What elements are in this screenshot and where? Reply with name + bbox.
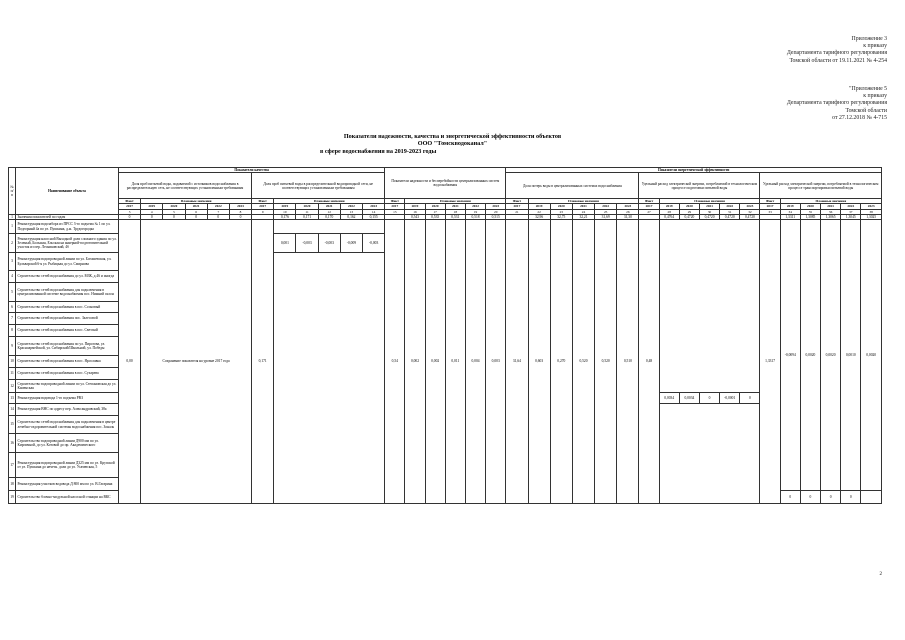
summary-value: 0,4720 bbox=[699, 214, 719, 219]
plan-value: 0,520 bbox=[595, 220, 617, 504]
row-number: 2 bbox=[9, 234, 16, 253]
column-number: 14 bbox=[363, 209, 385, 214]
row-number: 15 bbox=[9, 416, 16, 434]
summary-value: 0,515 bbox=[486, 214, 506, 219]
appendix-line: Приложение 3 bbox=[851, 36, 887, 42]
appendix-line: Томской области bbox=[845, 107, 887, 114]
row-number: 3 bbox=[9, 253, 16, 271]
column-number: 32 bbox=[740, 209, 760, 214]
column-number: 16 bbox=[405, 209, 425, 214]
empty-cell bbox=[659, 404, 760, 504]
plan-value: 0,011 bbox=[445, 220, 465, 504]
year-header: 2022 bbox=[207, 204, 229, 209]
row-number: 9 bbox=[9, 337, 16, 356]
plan-value: 0,510 bbox=[617, 220, 639, 504]
plan-value: 0,004 bbox=[465, 220, 485, 504]
summary-value: 32,75 bbox=[550, 214, 572, 219]
column-number: 8 bbox=[229, 209, 251, 214]
column-number: 25 bbox=[595, 209, 617, 214]
object-name: Реконструкция водопроводной линии по ул. Богашевская, ул. Бульварской 6-я ул. Рыбацкая до ул. Смирнова bbox=[16, 253, 119, 271]
plan-value: 0,603 bbox=[528, 220, 550, 504]
column-number: 5 bbox=[163, 209, 185, 214]
group-header-reliability: Показатели надежности и бесперебойности централизованных систем водоснабжения bbox=[385, 168, 506, 199]
summary-value: 0,176 bbox=[274, 214, 296, 219]
year-header: 2017 bbox=[760, 204, 780, 209]
year-header: 2017 bbox=[252, 204, 274, 209]
year-header: 2019 bbox=[528, 204, 550, 209]
plan-value: 0 bbox=[740, 393, 760, 404]
summary-value: 32,96 bbox=[528, 214, 550, 219]
column-number: 33 bbox=[760, 209, 780, 214]
column-number: 30 bbox=[699, 209, 719, 214]
row-number: 8 bbox=[9, 325, 16, 337]
row-number: 6 bbox=[9, 302, 16, 313]
fact-value: 1,3317 bbox=[760, 220, 780, 504]
plan-header: Плановые значения bbox=[405, 199, 506, 204]
plan-value: 0,0034 bbox=[679, 393, 699, 404]
year-header: 2019 bbox=[141, 204, 163, 209]
year-header: 2021 bbox=[572, 204, 594, 209]
summary-value: 0 bbox=[163, 214, 185, 219]
year-header: 2022 bbox=[340, 204, 362, 209]
column-number: 34 bbox=[780, 209, 800, 214]
plan-header: Плановые значения bbox=[274, 199, 385, 204]
empty-cell bbox=[274, 220, 385, 234]
summary-value: 0,531 bbox=[445, 214, 465, 219]
appendix-line: к приказу bbox=[863, 43, 887, 50]
plan-value: 0 bbox=[780, 491, 800, 504]
plan-value: 0,520 bbox=[572, 220, 594, 504]
year-header: 2020 bbox=[550, 204, 572, 209]
summary-value: 0,535 bbox=[425, 214, 445, 219]
row-number: 10 bbox=[9, 356, 16, 368]
year-header: 2021 bbox=[699, 204, 719, 209]
plan-value: 0 bbox=[800, 491, 820, 504]
object-name: Строительство сетей водоснабжения пос. Залесовой bbox=[16, 313, 119, 325]
summary-value: 0,162 bbox=[340, 214, 362, 219]
summary-value: 0,155 bbox=[363, 214, 385, 219]
object-name: Реконструкция водозабора из ПРСС 3-го подъема № 1 по ул. Подгорный 4а по ул. Пушкина, д.ж. Трудогородка bbox=[16, 220, 119, 234]
year-header: 2022 bbox=[720, 204, 740, 209]
title-line-2: ООО "Томскводоканал" bbox=[417, 140, 488, 148]
row-number: 16 bbox=[9, 434, 16, 453]
column-number: 7 bbox=[207, 209, 229, 214]
plan-value: -0,0001 bbox=[720, 393, 740, 404]
object-name: Строительство сетей водоснабжения для подключения в централизованной системе водоснабжения пос. Нижний склон bbox=[16, 283, 119, 302]
column-number: 37 bbox=[841, 209, 861, 214]
appendix-3-header bbox=[787, 36, 887, 65]
year-header: 2022 bbox=[595, 204, 617, 209]
year-header: 2023 bbox=[740, 204, 760, 209]
row-number: 12 bbox=[9, 380, 16, 393]
summary-value: 1,3045 bbox=[841, 214, 861, 219]
object-name: Строительство водопроводной линии Д900 мм по ул. Кирпичной, до ул. Котовой до пр. Академического bbox=[16, 434, 119, 453]
year-header: 2021 bbox=[318, 204, 340, 209]
plan-header: Плановые значения bbox=[141, 199, 252, 204]
summary-value: 1,3065 bbox=[821, 214, 841, 219]
year-header: 2023 bbox=[617, 204, 639, 209]
plan-value: 0,0020 bbox=[800, 220, 820, 491]
row-number: 18 bbox=[9, 478, 16, 491]
column-number: 38 bbox=[861, 209, 882, 214]
year-header: 2020 bbox=[163, 204, 185, 209]
column-number: 19 bbox=[465, 209, 485, 214]
fact-value: 0,171 bbox=[252, 220, 274, 504]
year-header: 2020 bbox=[296, 204, 318, 209]
summary-value: 0,4720 bbox=[679, 214, 699, 219]
summary-value: 0,171 bbox=[296, 214, 318, 219]
indicators-table bbox=[8, 167, 882, 504]
summary-value: 0 bbox=[207, 214, 229, 219]
plan-value: -0,003 bbox=[318, 234, 340, 253]
summary-value: 0,518 bbox=[465, 214, 485, 219]
group-header-energy: Показатели энергетической эффективности bbox=[506, 168, 882, 173]
year-header: 2022 bbox=[465, 204, 485, 209]
summary-value: 1,3025 bbox=[861, 214, 882, 219]
year-header: 2021 bbox=[185, 204, 207, 209]
column-number: 35 bbox=[800, 209, 820, 214]
year-header: 2023 bbox=[229, 204, 251, 209]
indicators-table-wrapper bbox=[8, 167, 882, 580]
row-number: 19 bbox=[9, 491, 16, 504]
object-name: Реконструкция ВНС по адресу пер. Александровский, 38а bbox=[16, 404, 119, 416]
column-number: 6 bbox=[185, 209, 207, 214]
empty-cell bbox=[659, 220, 760, 393]
object-name: Строительство сетей водоснабжения до ул. МЗК, д.46 и иногда bbox=[16, 271, 119, 283]
row-number: 17 bbox=[9, 453, 16, 478]
column-number: 23 bbox=[550, 209, 572, 214]
indicator-title: Доля потерь воды в централизованных системах водоснабжения bbox=[506, 173, 639, 199]
fact-header: Факт bbox=[760, 199, 780, 204]
object-name: Реконструкция водовода 1-го подъема РВЗ bbox=[16, 393, 119, 404]
merged-note: Сохранение показателя на уровне 2017 года bbox=[141, 220, 252, 504]
column-number: 36 bbox=[821, 209, 841, 214]
column-number: 28 bbox=[659, 209, 679, 214]
object-name: Реконструкция участков водовода Д 800 мм по ул. В.Гагарина bbox=[16, 478, 119, 491]
fact-header: Факт bbox=[118, 199, 140, 204]
year-header: 2019 bbox=[274, 204, 296, 209]
plan-header: Плановые значения bbox=[780, 199, 881, 204]
column-number: 29 bbox=[679, 209, 699, 214]
column-number: 22 bbox=[528, 209, 550, 214]
empty-cell bbox=[861, 491, 882, 504]
year-header: 2019 bbox=[659, 204, 679, 209]
year-header: 2021 bbox=[821, 204, 841, 209]
year-header: 2020 bbox=[800, 204, 820, 209]
row-number: 7 bbox=[9, 313, 16, 325]
row-number: 5 bbox=[9, 283, 16, 302]
fact-value: 0,00 bbox=[118, 220, 140, 504]
object-name: Строительство сетей водоснабжения по ул. Пирогова, ул. Красноармейской, ул. Сибирской/Школьной, ул. Победы bbox=[16, 337, 119, 356]
appendix-5-header bbox=[787, 86, 887, 122]
plan-value: 0,002 bbox=[405, 220, 425, 504]
empty-cell bbox=[274, 253, 385, 504]
column-number: 9 bbox=[252, 209, 274, 214]
col-header-object: Наименование объекта bbox=[16, 168, 119, 215]
indicator-title: Доля проб питьевой воды, подаваемой с источников водоснабжения в распределительную сеть, не соответствующих установленным требованиям bbox=[118, 173, 251, 199]
fact-value: 31,64 bbox=[506, 220, 528, 504]
title-line-1: Показатели надежности, качества и энергетической эффективности объектов bbox=[343, 133, 562, 140]
plan-value: 0,001 bbox=[274, 234, 296, 253]
table-row bbox=[9, 220, 882, 234]
object-name: Строительство сетей водоснабжения в пос. Сухарева bbox=[16, 368, 119, 380]
plan-value: 0 bbox=[821, 491, 841, 504]
year-header: 2022 bbox=[841, 204, 861, 209]
column-number: 27 bbox=[639, 209, 659, 214]
column-number: 31 bbox=[720, 209, 740, 214]
appendix-line: Томской области от 19.11.2021 № 4-254 bbox=[789, 57, 887, 64]
year-header: 2017 bbox=[639, 204, 659, 209]
summary-value: 0 bbox=[141, 214, 163, 219]
fact-header: Факт bbox=[639, 199, 659, 204]
year-header: 2023 bbox=[363, 204, 385, 209]
row-number: 13 bbox=[9, 393, 16, 404]
summary-value: 32,21 bbox=[572, 214, 594, 219]
summary-value: 1,3311 bbox=[780, 214, 800, 219]
column-number: 17 bbox=[425, 209, 445, 214]
year-header: 2019 bbox=[780, 204, 800, 209]
year-header: 2017 bbox=[118, 204, 140, 209]
fact-value: 0,54 bbox=[385, 220, 405, 504]
appendix-line: от 27.12.2018 № 4-715 bbox=[832, 114, 887, 121]
plan-value: 0 bbox=[699, 393, 719, 404]
row-number: 1 bbox=[9, 220, 16, 234]
col-header-number: № п/п bbox=[9, 168, 16, 215]
column-number: 21 bbox=[506, 209, 528, 214]
object-name: Строительство водопроводной линии по ул. Степановская до ул. Каменская bbox=[16, 380, 119, 393]
year-header: 2020 bbox=[425, 204, 445, 209]
summary-value: 1,3085 bbox=[800, 214, 820, 219]
year-header: 2023 bbox=[861, 204, 882, 209]
summary-value: 0 bbox=[229, 214, 251, 219]
appendix-line: "Приложение 5 bbox=[849, 86, 887, 92]
year-header: 2017 bbox=[506, 204, 528, 209]
appendix-line: Департамента тарифного регулирования bbox=[786, 100, 887, 107]
plan-value: 0,0020 bbox=[821, 220, 841, 491]
year-header: 2017 bbox=[385, 204, 405, 209]
appendix-line: к приказу bbox=[863, 93, 887, 100]
column-number: 20 bbox=[486, 209, 506, 214]
year-header: 2020 bbox=[679, 204, 699, 209]
column-number: 10 bbox=[274, 209, 296, 214]
year-header: 2021 bbox=[445, 204, 465, 209]
column-number: 3 bbox=[118, 209, 140, 214]
object-name: Реконструкция насосной Выходной доли сложного здания по ул. Зеленый, Большая, Ельская на анкерной-подготовительной участок из пер. Лесниковский, 4б bbox=[16, 234, 119, 253]
plan-value: 0,0010 bbox=[841, 220, 861, 491]
column-number: 15 bbox=[385, 209, 405, 214]
summary-label: Значения показателей по годам bbox=[16, 214, 119, 219]
fact-header: Факт bbox=[385, 199, 405, 204]
document-title bbox=[0, 133, 905, 155]
row-number: 14 bbox=[9, 404, 16, 416]
plan-value: -0,009 bbox=[340, 234, 362, 253]
object-name: Реконструкция водопроводной линии Д325 мм по ул. Крупской от ул. Пушкина до нечетн. доли до ул. Усачевская, 5 bbox=[16, 453, 119, 478]
summary-value: 0,4720 bbox=[720, 214, 740, 219]
column-number: 12 bbox=[318, 209, 340, 214]
object-name: Строительство сетей водоснабжения в пос. Светлый bbox=[16, 325, 119, 337]
column-number: 1 bbox=[9, 214, 16, 219]
plan-value: -0,003 bbox=[296, 234, 318, 253]
object-name: Строительство сетей водоснабжения в пос. Ярославка bbox=[16, 356, 119, 368]
summary-value: 0 bbox=[118, 214, 140, 219]
indicator-title: Удельный расход электрической энергии, потребляемой в технологическом процессе транспортировки питьевой воды bbox=[760, 173, 882, 199]
fact-value: 0,48 bbox=[639, 220, 659, 504]
object-name: Строительство блочно-модульной насосной станции на ВКС bbox=[16, 491, 119, 504]
title-line-3: в сфере водоснабжения на 2019-2023 годы bbox=[320, 147, 437, 155]
indicator-title: Удельный расход электрической энергии, потребляемой в технологическом процессе подготовки питьевой воды bbox=[639, 173, 760, 199]
summary-value: 0,4764 bbox=[659, 214, 679, 219]
plan-header: Плановые значения bbox=[659, 199, 760, 204]
summary-value: 31,30 bbox=[617, 214, 639, 219]
page-number: 2 bbox=[879, 572, 882, 577]
row-number: 4 bbox=[9, 271, 16, 283]
summary-value: 0,170 bbox=[318, 214, 340, 219]
group-header-quality: Показатели качества bbox=[118, 168, 384, 173]
plan-value: -0,003 bbox=[363, 234, 385, 253]
indicator-title: Доля проб питьевой воды в распределительной водопроводной сети, не соответствующих установленным требованиям bbox=[252, 173, 385, 199]
object-name: Строительство сетей водоснабжения для подключения в центре лечебно-оздоровительной системы водоснабжения пос. Зональ bbox=[16, 416, 119, 434]
plan-value: 0,002 bbox=[425, 220, 445, 504]
plan-header: Плановые значения bbox=[528, 199, 639, 204]
column-number: 11 bbox=[296, 209, 318, 214]
row-number: 11 bbox=[9, 368, 16, 380]
summary-value: 31,69 bbox=[595, 214, 617, 219]
plan-value: 0,003 bbox=[486, 220, 506, 504]
summary-value: 0 bbox=[185, 214, 207, 219]
appendix-line: Департамента тарифного регулирования bbox=[786, 50, 887, 57]
column-number: 13 bbox=[340, 209, 362, 214]
column-number: 18 bbox=[445, 209, 465, 214]
plan-value: 0,270 bbox=[550, 220, 572, 504]
fact-header: Факт bbox=[506, 199, 528, 204]
fact-header: Факт bbox=[252, 199, 274, 204]
plan-value: -0,0094 bbox=[780, 220, 800, 491]
summary-value: 0,4720 bbox=[740, 214, 760, 219]
object-name: Строительство сетей водоснабжения в пос. Сосновый bbox=[16, 302, 119, 313]
summary-value: 0,543 bbox=[405, 214, 425, 219]
column-number: 4 bbox=[141, 209, 163, 214]
column-number: 24 bbox=[572, 209, 594, 214]
plan-value: 0,0034 bbox=[659, 393, 679, 404]
year-header: 2023 bbox=[486, 204, 506, 209]
plan-value: 0,0020 bbox=[861, 220, 882, 491]
year-header: 2019 bbox=[405, 204, 425, 209]
plan-value: 0 bbox=[841, 491, 861, 504]
column-number: 26 bbox=[617, 209, 639, 214]
